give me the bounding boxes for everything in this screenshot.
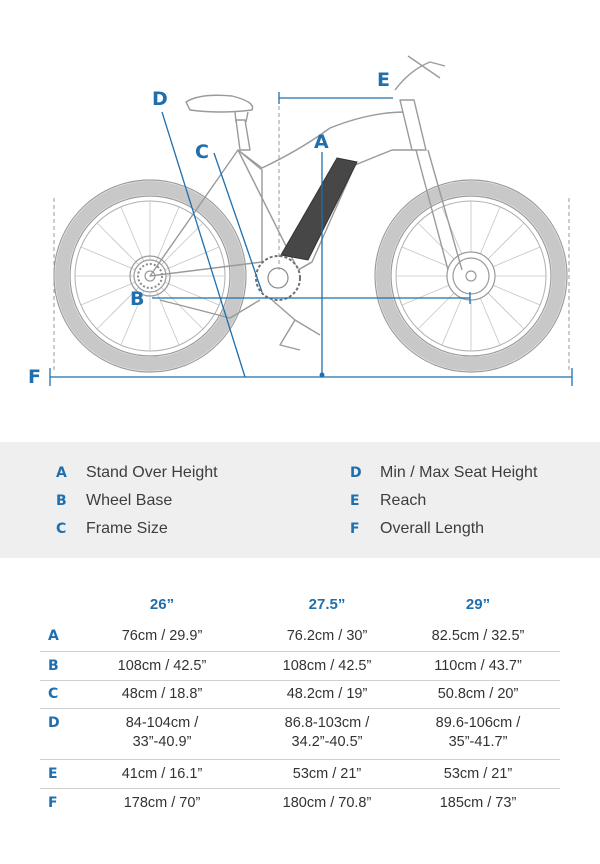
column-header-26: 26” xyxy=(149,596,175,613)
legend-label: Overall Length xyxy=(380,520,485,537)
legend-key: F xyxy=(350,521,360,537)
legend-label: Frame Size xyxy=(86,520,168,537)
table-row-c xyxy=(40,681,560,709)
table-cell: 50.8cm / 20” xyxy=(437,686,519,702)
table-cell: 108cm / 42.5” xyxy=(282,658,372,674)
table-cell: 48.2cm / 19” xyxy=(286,686,368,702)
table-cell: 53cm / 21” xyxy=(292,766,362,782)
legend-key: A xyxy=(56,465,67,481)
table-cell: 41cm / 16.1” xyxy=(121,766,203,782)
label-d: D xyxy=(152,88,168,110)
row-key: A xyxy=(48,628,59,644)
table-cell: 84-104cm / 33”-40.9” xyxy=(125,715,199,750)
column-header-27-5: 27.5” xyxy=(308,596,346,613)
label-b: B xyxy=(130,288,145,310)
legend-label: Wheel Base xyxy=(86,492,173,509)
legend-label: Stand Over Height xyxy=(86,464,218,481)
legend-key: B xyxy=(56,493,67,509)
table-cell: 86.8-103cm / 34.2”-40.5” xyxy=(284,715,370,750)
table-row-e xyxy=(40,760,560,789)
row-key: E xyxy=(48,766,58,782)
table-cell: 110cm / 43.7” xyxy=(434,658,522,674)
table-cell: 180cm / 70.8” xyxy=(282,795,372,811)
size-table xyxy=(40,588,560,817)
legend-panel xyxy=(0,442,600,558)
table-row-b xyxy=(40,652,560,681)
row-key: F xyxy=(48,795,58,811)
column-header-29: 29” xyxy=(465,596,491,613)
row-key: D xyxy=(48,715,60,731)
table-row-d xyxy=(40,709,560,760)
table-cell: 76.2cm / 30” xyxy=(286,628,368,644)
row-key: C xyxy=(48,686,59,702)
table-row-a xyxy=(40,622,560,652)
legend-key: D xyxy=(350,465,362,481)
legend-label: Min / Max Seat Height xyxy=(380,464,538,481)
table-cell: 53cm / 21” xyxy=(443,766,513,782)
legend-key: E xyxy=(350,493,360,509)
table-cell: 108cm / 42.5” xyxy=(117,658,207,674)
table-row-f xyxy=(40,789,560,817)
table-cell: 48cm / 18.8” xyxy=(121,686,203,702)
table-cell: 76cm / 29.9” xyxy=(121,628,203,644)
front-wheel xyxy=(375,180,567,372)
label-e: E xyxy=(377,69,390,91)
row-key: B xyxy=(48,658,59,674)
size-table-header xyxy=(40,588,560,622)
legend-key: C xyxy=(56,521,67,537)
label-c: C xyxy=(195,141,209,163)
label-a: A xyxy=(314,131,329,153)
table-cell: 185cm / 73” xyxy=(439,795,517,811)
table-cell: 82.5cm / 32.5” xyxy=(431,628,525,644)
table-cell: 178cm / 70” xyxy=(123,795,201,811)
table-cell: 89.6-106cm / 35”-41.7” xyxy=(435,715,521,750)
label-f: F xyxy=(28,366,41,388)
legend-label: Reach xyxy=(380,492,427,509)
